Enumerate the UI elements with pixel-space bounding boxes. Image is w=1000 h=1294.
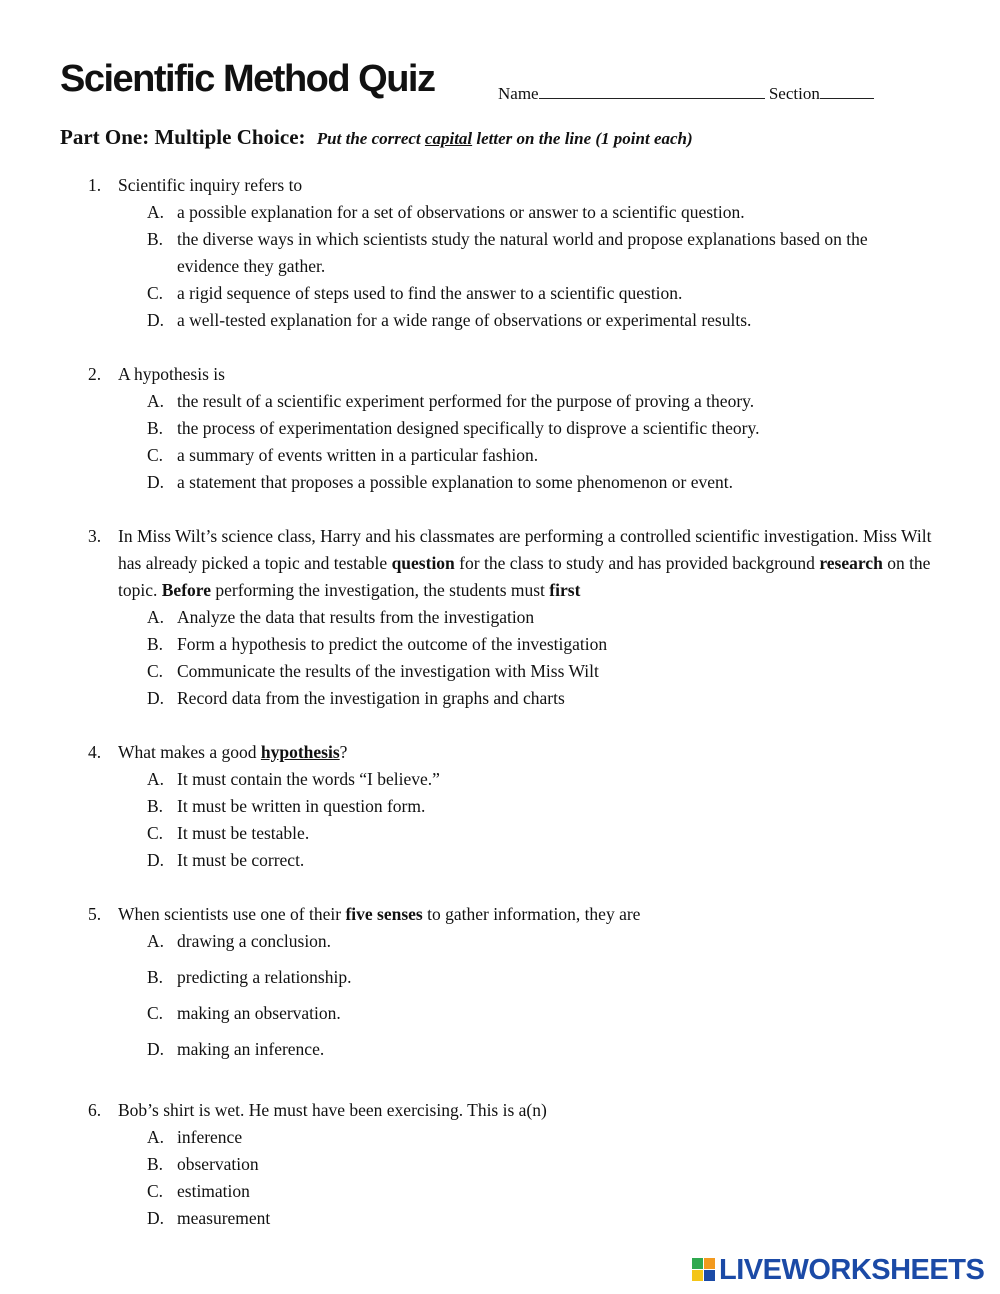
stem-bold-underlined: hypothesis: [260, 742, 340, 762]
option-c[interactable]: [147, 1000, 937, 1027]
option-letter: A.: [147, 931, 165, 951]
option-b[interactable]: [147, 226, 937, 280]
option-text: Analyze the data that results from the investigation: [177, 607, 535, 627]
option-letter: C.: [147, 283, 164, 303]
question-stem: Scientific inquiry refers to: [118, 175, 303, 195]
option-d[interactable]: [147, 1036, 937, 1063]
option-text: the diverse ways in which scientists study the natural world and propose explanations based on the evidence they gather.: [177, 229, 868, 276]
option-letter: B.: [147, 229, 164, 249]
instr-before: Put the correct: [316, 129, 421, 148]
option-letter: C.: [147, 1003, 164, 1023]
option-letter: B.: [147, 967, 164, 987]
logo-square-yellow: [692, 1270, 703, 1281]
option-text: It must be testable.: [177, 823, 310, 843]
option-letter: D.: [147, 472, 165, 492]
question-number: 4.: [88, 742, 102, 762]
stem-bold: five senses: [345, 904, 423, 924]
option-letter: A.: [147, 391, 165, 411]
option-text: Communicate the results of the investigation with Miss Wilt: [177, 661, 599, 681]
question-stem: A hypothesis is: [118, 364, 225, 384]
option-letter: B.: [147, 796, 164, 816]
option-text: It must be written in question form.: [177, 796, 426, 816]
option-text: predicting a relationship.: [177, 967, 352, 987]
option-b[interactable]: [147, 415, 937, 442]
question-stem: Bob’s shirt is wet. He must have been exercising. This is a(n): [118, 1100, 547, 1120]
option-letter: C.: [147, 1181, 164, 1201]
question-number: 6.: [88, 1100, 102, 1120]
stem-text: In Miss Wilt’s science class, Harry and his classmates are performing a controlled scientific investigation. Miss Wilt has already picked a topic and testable: [118, 526, 932, 573]
question-stem: [118, 523, 958, 604]
option-c[interactable]: [147, 658, 937, 685]
stem-bold: first: [549, 580, 581, 600]
option-b[interactable]: [147, 631, 937, 658]
option-a[interactable]: [147, 388, 937, 415]
question-number: 5.: [88, 904, 102, 924]
option-a[interactable]: [147, 604, 937, 631]
option-d[interactable]: [147, 685, 937, 712]
option-letter: D.: [147, 850, 165, 870]
logo-square-green: [692, 1258, 703, 1269]
option-text: inference: [177, 1127, 243, 1147]
question-number: 2.: [88, 364, 102, 384]
option-c[interactable]: [147, 1178, 937, 1205]
stem-text: on the topic.: [118, 553, 931, 600]
stem-text: ?: [339, 742, 348, 762]
option-text: measurement: [177, 1208, 271, 1228]
option-letter: D.: [147, 310, 165, 330]
question-stem: [118, 901, 958, 928]
option-letter: A.: [147, 202, 165, 222]
option-letter: D.: [147, 1039, 165, 1059]
option-c[interactable]: [147, 442, 937, 469]
stem-bold: question: [391, 553, 455, 573]
option-letter: A.: [147, 1127, 165, 1147]
option-text: the result of a scientific experiment performed for the purpose of proving a theory.: [177, 391, 755, 411]
option-d[interactable]: [147, 307, 937, 334]
option-letter: C.: [147, 823, 164, 843]
stem-bold: Before: [161, 580, 211, 600]
stem-text: for the class to study and has provided background: [459, 553, 815, 573]
option-text: It must be correct.: [177, 850, 305, 870]
question-number: 3.: [88, 526, 102, 546]
option-text: the process of experimentation designed specifically to disprove a scientific theory.: [177, 418, 760, 438]
option-text: making an inference.: [177, 1039, 325, 1059]
stem-text: performing the investigation, the students must: [215, 580, 545, 600]
logo-square-orange: [704, 1258, 715, 1269]
option-text: a well-tested explanation for a wide range of observations or experimental results.: [177, 310, 752, 330]
section-label: Section: [768, 84, 820, 103]
instr-after: letter on the line (1 point each): [476, 129, 693, 148]
option-letter: B.: [147, 634, 164, 654]
option-text: a rigid sequence of steps used to find the answer to a scientific question.: [177, 283, 683, 303]
option-letter: B.: [147, 418, 164, 438]
name-section-line: [498, 82, 874, 104]
option-a[interactable]: [147, 766, 937, 793]
name-label: Name: [498, 84, 539, 103]
option-text: a statement that proposes a possible explanation to some phenomenon or event.: [177, 472, 733, 492]
stem-text: to gather information, they are: [427, 904, 641, 924]
liveworksheets-logo-icon: [692, 1258, 716, 1282]
option-b[interactable]: [147, 793, 937, 820]
part-title: Part One: Multiple Choice:: [60, 125, 306, 149]
option-letter: D.: [147, 688, 165, 708]
question-stem: [118, 739, 958, 766]
option-d[interactable]: [147, 469, 937, 496]
option-a[interactable]: [147, 1124, 937, 1151]
option-b[interactable]: [147, 964, 937, 991]
option-text: It must contain the words “I believe.”: [177, 769, 440, 789]
option-letter: C.: [147, 445, 164, 465]
option-text: observation: [177, 1154, 259, 1174]
option-text: a possible explanation for a set of observations or answer to a scientific question.: [177, 202, 745, 222]
option-letter: B.: [147, 1154, 164, 1174]
logo-square-blue: [704, 1270, 715, 1281]
option-d[interactable]: [147, 847, 937, 874]
option-letter: D.: [147, 1208, 165, 1228]
option-c[interactable]: [147, 280, 937, 307]
option-b[interactable]: [147, 1151, 937, 1178]
stem-text: What makes a good: [118, 742, 257, 762]
section-blank[interactable]: [820, 82, 874, 99]
name-blank[interactable]: [539, 82, 765, 99]
option-text: making an observation.: [177, 1003, 341, 1023]
stem-text: When scientists use one of their: [118, 904, 342, 924]
page-title: Scientific Method Quiz: [60, 58, 435, 100]
option-text: a summary of events written in a particular fashion.: [177, 445, 539, 465]
option-text: estimation: [177, 1181, 250, 1201]
option-c[interactable]: [147, 820, 937, 847]
liveworksheets-logo[interactable]: [692, 1255, 984, 1285]
part-heading: [60, 125, 693, 150]
question-number: 1.: [88, 175, 102, 195]
option-letter: C.: [147, 661, 164, 681]
option-a[interactable]: [147, 928, 937, 955]
option-letter: A.: [147, 607, 165, 627]
option-letter: A.: [147, 769, 165, 789]
logo-text: LIVEWORKSHEETS: [719, 1253, 985, 1286]
option-text: Form a hypothesis to predict the outcome of the investigation: [177, 634, 608, 654]
part-instructions: [317, 129, 693, 148]
stem-bold: research: [819, 553, 883, 573]
instr-underlined: capital: [424, 129, 473, 148]
option-a[interactable]: [147, 199, 937, 226]
option-d[interactable]: [147, 1205, 937, 1232]
option-text: drawing a conclusion.: [177, 931, 332, 951]
option-text: Record data from the investigation in graphs and charts: [177, 688, 565, 708]
